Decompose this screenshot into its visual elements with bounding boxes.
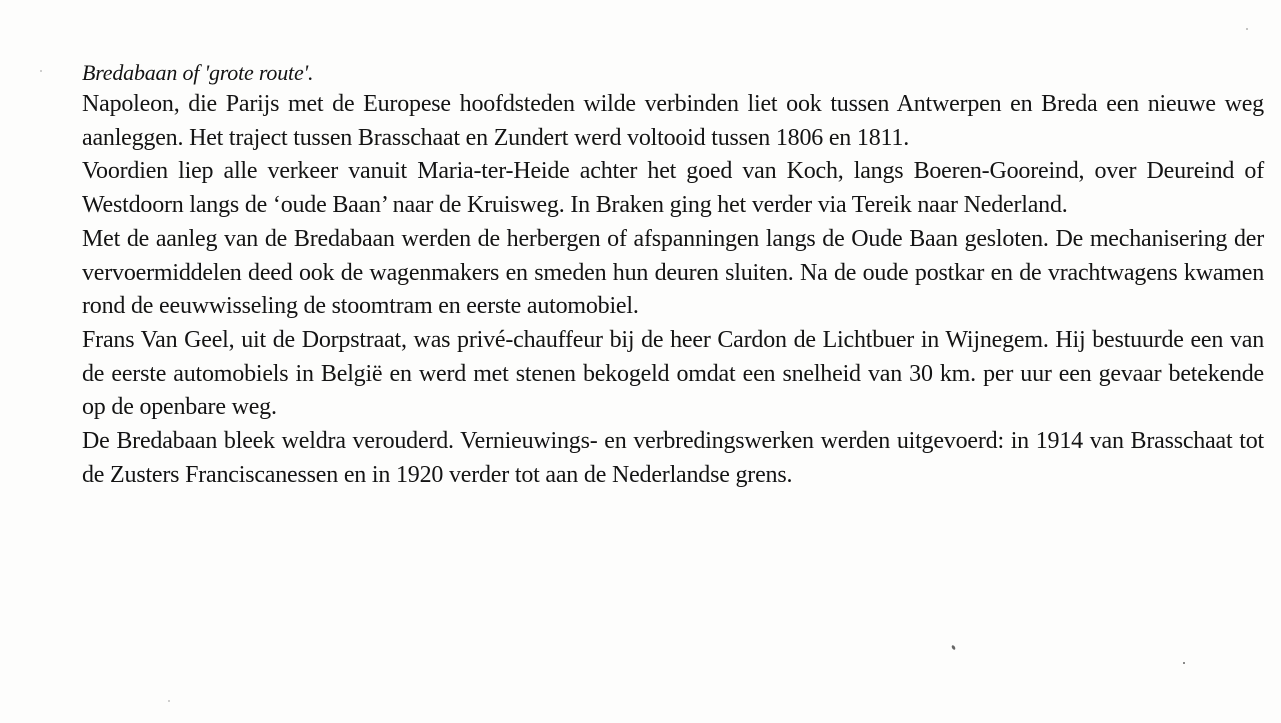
scan-speck [168,700,170,702]
article-heading: Bredabaan of 'grote route'. [82,60,314,85]
paragraph-frans-van-geel: Frans Van Geel, uit de Dorpstraat, was privé-chauffeur bij de heer Cardon de Lichtbuer in Wijnegem. Hij bestuurde een van de eerste automobiels in België en werd met stenen bekogeld omdat een snelheid van 30 km. per uur een gevaar betekende op de openbare weg. [82,326,1264,421]
scan-speck [1183,662,1185,664]
paragraph-napoleon: Napoleon, die Parijs met de Europese hoofdsteden wilde verbinden liet ook tussen Antwerpen en Breda een nieuwe weg aanleggen. Het traject tussen Brasschaat en Zundert werd voltooid tussen 1806 en 1811. [82,91,1264,151]
scan-speck [1246,28,1248,30]
scan-speck [40,70,42,72]
paragraph-verouderd: De Bredabaan bleek weldra verouderd. Vernieuwings- en verbredingswerken werden uitgevoerd: in 1914 van Brasschaat tot de Zusters Franciscanessen en in 1920 verder tot aan de Nederlandse grens. [82,428,1264,488]
scan-speck [951,645,956,651]
article [82,58,1264,492]
paragraph-voordien: Voordien liep alle verkeer vanuit Maria-ter-Heide achter het goed van Koch, langs Boeren-Gooreind, over Deureind of Westdoorn langs de ‘oude Baan’ naar de Kruisweg. In Braken ging het verder via Tereik naar Nederland. [82,158,1264,219]
paragraph-aanleg: Met de aanleg van de Bredabaan werden de herbergen of afspanningen langs de Oude Baan gesloten. De mechanisering der vervoermiddelen deed ook de wagenmakers en smeden hun deuren sluiten. Na de oude postkar en de vrachtwagens kwamen rond de eeuwwisseling de stoomtram en eerste automobiel. [82,225,1264,320]
